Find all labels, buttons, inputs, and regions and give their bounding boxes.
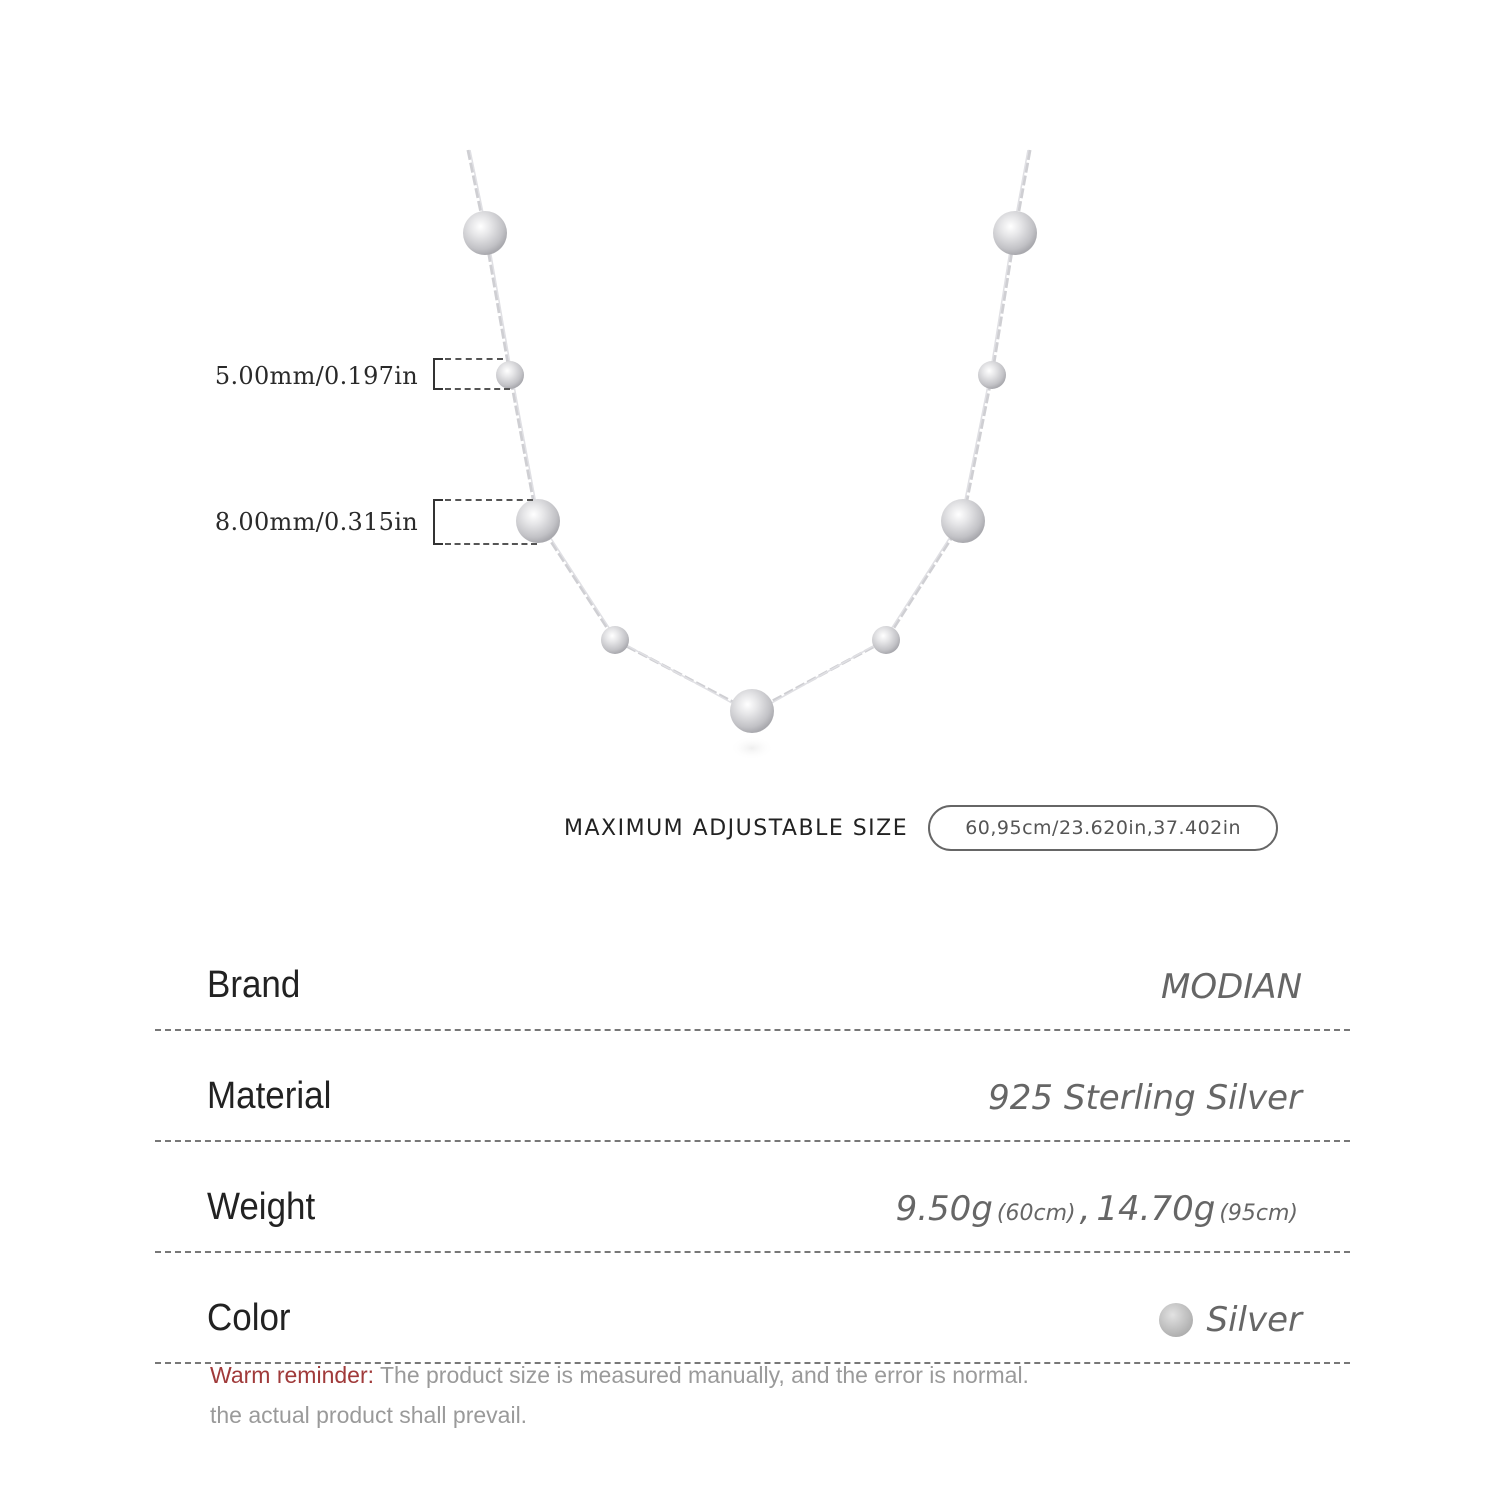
reminder-label: Warm reminder: (210, 1362, 374, 1388)
bracket-icon (433, 358, 443, 390)
reminder-text-1: The product size is measured manually, and the error is normal. (374, 1362, 1029, 1388)
weight-separator: , (1079, 1189, 1091, 1229)
spec-row-material (155, 1031, 1350, 1142)
spec-value (988, 1078, 1302, 1118)
spec-value (1159, 1300, 1303, 1340)
weight-95cm-length: (95cm) (1219, 1201, 1298, 1226)
silver-swatch-icon (1159, 1303, 1193, 1337)
weight-60cm-length: (60cm) (996, 1201, 1076, 1226)
dimension-line (445, 388, 510, 390)
spec-row-weight (155, 1142, 1350, 1253)
warm-reminder (210, 1355, 1210, 1435)
bracket-icon (433, 499, 443, 545)
spec-key: Weight (207, 1186, 316, 1228)
color-value: Silver (1206, 1300, 1302, 1340)
dimension-line (445, 543, 537, 545)
reminder-line-1 (210, 1355, 1210, 1395)
max-size-value-pill: 60,95cm/23.620in,37.402in (928, 805, 1278, 851)
spec-key: Material (207, 1075, 332, 1117)
weight-60cm: 9.50g (895, 1189, 993, 1229)
spec-value (1161, 967, 1302, 1007)
spec-value (896, 1189, 1302, 1229)
max-adjustable-size (564, 805, 1278, 851)
dimension-line (445, 358, 503, 360)
pearl-size-label-small: 5.00mm/0.197in (214, 362, 418, 390)
spec-row-color (155, 1253, 1350, 1364)
spec-key: Brand (207, 964, 301, 1006)
reminder-line-2: the actual product shall prevail. (210, 1402, 528, 1428)
material-value: 925 Sterling Silver (988, 1078, 1302, 1118)
pearl-size-label-large: 8.00mm/0.315in (214, 508, 418, 536)
dimension-line (445, 499, 533, 501)
spec-row-brand (155, 920, 1350, 1031)
spec-key: Color (207, 1297, 291, 1339)
weight-95cm: 14.70g (1096, 1189, 1216, 1229)
spec-table (155, 920, 1350, 1364)
max-size-label: MAXIMUM ADJUSTABLE SIZE (564, 815, 909, 841)
brand-value: MODIAN (1161, 967, 1302, 1007)
